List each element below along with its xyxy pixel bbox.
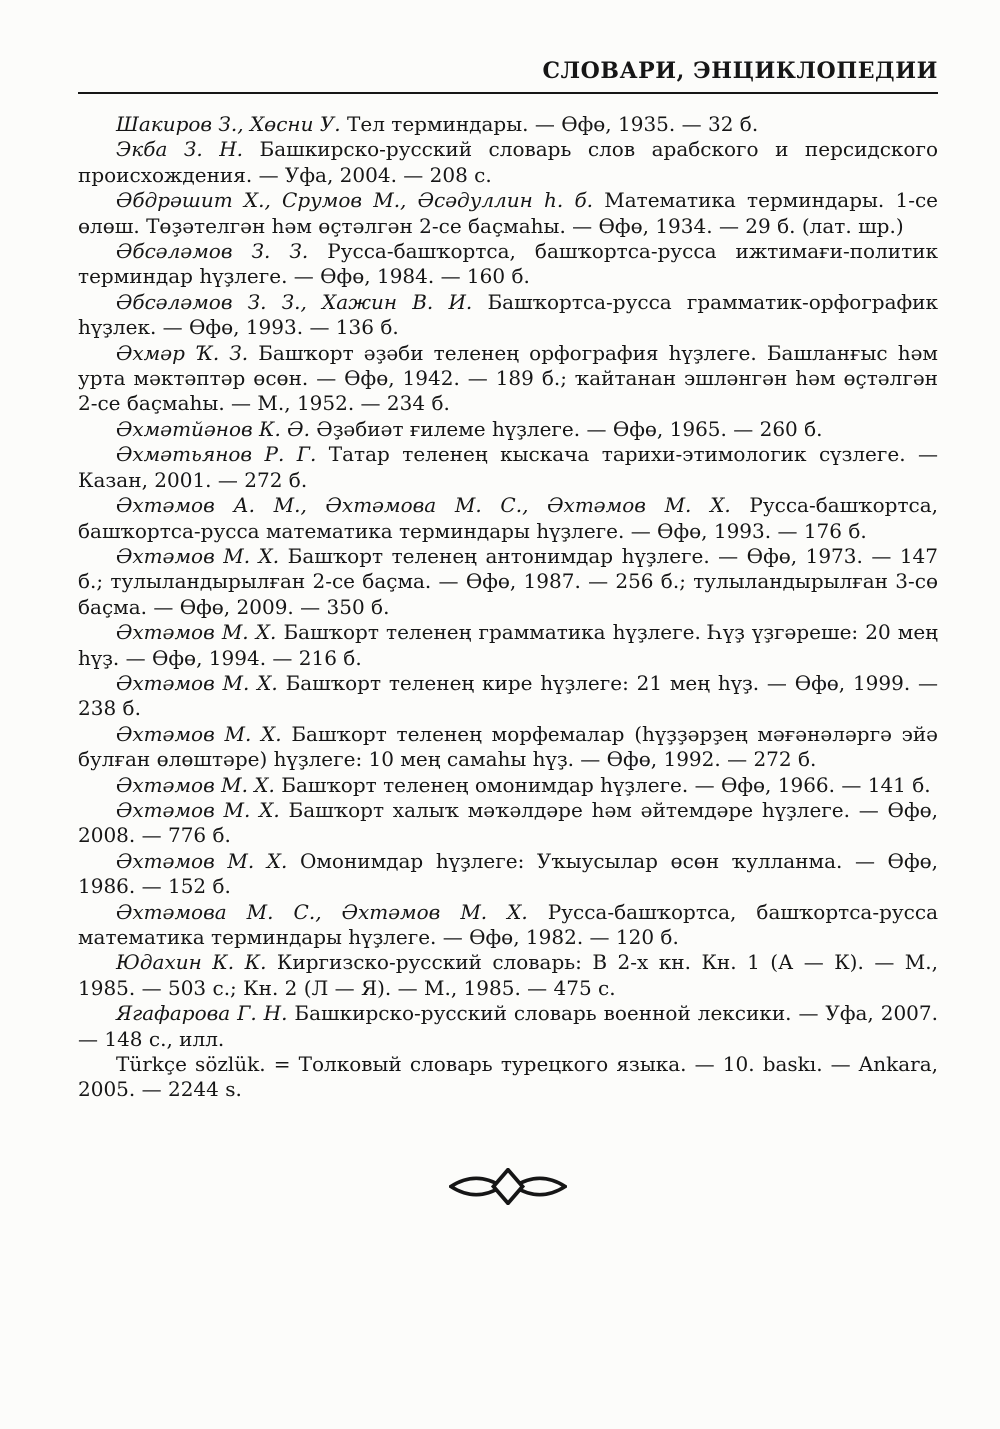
entry-authors: Ягафарова Г. Н. [116,1001,295,1026]
entry-authors: Әхмәр Ҡ. З. [116,340,259,365]
entry-text: Башҡорт халыҡ мәҡәлдәре һәм әйтемдәре һүҙлеге. — Өфө, 2008. — 776 б. [78,797,938,848]
entry-text: Башҡорт теленең морфемалар (һүҙҙәрҙең мәғәнәләргә эйә булған өлөштәре) һүҙлеге: 10 мең самаһы һүҙ. — Өфө, 1992. — 272 б. [78,721,939,772]
entry-text: Башҡорт теленең кире һүҙлеге: 21 мең һүҙ. — Өфө, 1999. — 238 б. [78,670,939,721]
entry-authors: Әбдрәшит Х., Срумов М., Әсәдуллин һ. б. [116,188,605,213]
bibliography-entry [78,417,938,442]
page-header [78,58,938,94]
fleuron-icon [449,1168,567,1205]
bibliography-entry [78,341,938,417]
entry-authors: Әхмәтйәнов К. Ә. [116,416,317,441]
entry-text: Башҡорт теленең омонимдар һүҙлеге. — Өфө, 1966. — 141 б. [281,772,931,797]
entry-text: Башҡортса-русса грамматик-орфографик һүҙлек. — Өфө, 1993. — 136 б. [78,289,939,340]
header-rule [78,92,938,94]
entry-text: Башкирско-русский словарь военной лексики. — Уфа, 2007. — 148 с., илл. [78,1001,938,1051]
entry-text: Омонимдар һүҙлеге: Уҡыусылар өсөн ҡулланма. — Өфө, 1986. — 152 б. [78,848,938,899]
entry-authors: Әхтәмов М. Х. [116,721,292,746]
bibliography-entry [78,112,938,137]
entry-authors: Әхтәмова М. С., Әхтәмов М. Х. [116,899,548,924]
fleuron-divider-ornament [78,1168,938,1205]
page-title: СЛОВАРИ, ЭНЦИКЛОПЕДИИ [542,58,938,84]
bibliography-entry [78,544,938,620]
bibliography-entry [78,900,938,951]
entry-authors: Әбсәләмов З. З. [116,239,328,264]
bibliography-entry [78,773,938,798]
bibliography-entry [78,722,938,773]
entry-authors: Әхтәмов М. Х. [116,848,300,873]
bibliography-entry [78,239,938,290]
bibliography-entry [78,1001,938,1052]
bibliography-entry [78,620,938,671]
entry-authors: Әхтәмов М. Х. [116,797,289,822]
entry-authors: Экба З. Н. [116,137,260,162]
bibliography-list [78,112,938,1103]
entry-authors: Әхтәмов М. Х. [116,543,288,568]
bibliography-entry [78,188,938,239]
entry-text: Башкирско-русский словарь слов арабского и персидского происхождения. — Уфа, 2004. — 208 с. [78,137,938,187]
entry-text: Русса-башҡортса, башҡортса-русса математика терминдары һүҙлеге. — Өфө, 1993. — 176 б. [78,493,938,543]
entry-authors: Юдахин К. К. [116,950,277,975]
entry-authors: Шакиров З., Хөсни У. [116,112,348,136]
entry-text: Татар теленең кыскача тарихи-этимологик сүзлеге. — Казан, 2001. — 272 б. [78,442,938,492]
entry-text: Башҡорт теленең антонимдар һүҙлеге. — Өфө, 1973. — 147 б.; тулыландырылған 2-се баҫма. — Өфө, 1987. — 256 б.; тулыландырылған 3-сө баҫма. — Өфө, 2009. — 350 б. [78,543,938,619]
entry-authors: Әхтәмов М. Х. [116,620,284,645]
bibliography-entry [78,1052,938,1103]
bibliography-entry [78,290,938,341]
entry-text: Башҡорт әҙәби теленең орфография һүҙлеге. Башланғыс һәм урта мәктәптәр өсөн. — Өфө, 1942. — 189 б.; ҡайтанан эшләнгән һәм өҫтәлгән 2-се баҫмаһы. — М., 1952. — 234 б. [78,340,938,416]
bibliography-entry [78,493,938,544]
bibliography-entry [78,798,938,849]
bibliography-entry [78,137,938,188]
entry-text: Әҙәбиәт ғилеме һүҙлеге. — Өфө, 1965. — 260 б. [316,416,823,441]
bibliography-entry [78,671,938,722]
entry-authors: Әбсәләмов З. З., Хажин В. И. [116,289,488,314]
bibliography-entry [78,442,938,493]
entry-text: Русса-башҡортса, башҡортса-русса математика терминдары һүҙлеге. — Өфө, 1982. — 120 б. [78,899,938,949]
entry-authors: Әхтәмов М. Х. [116,670,286,695]
bibliography-entry [78,950,938,1001]
entry-text: Математика терминдары. 1-се өлөш. Төҙәтелгән һәм өҫтәлгән 2-се баҫмаһы. — Өфө, 1934. — 29 б. (лат. шр.) [78,188,938,238]
entry-text: Киргизско-русский словарь: В 2-х кн. Кн. 1 (А — К). — М., 1985. — 503 с.; Кн. 2 (Л — Я). — М., 1985. — 475 с. [78,950,938,1000]
entry-authors: Әхмәтьянов Р. Г. [116,442,329,467]
entry-text: Русса-башҡортса, башҡортса-русса ижтимағи-политик терминдар һүҙлеге. — Өфө, 1984. — 160 б. [78,239,938,289]
entry-authors: Әхтәмов А. М., Әхтәмова М. С., Әхтәмов М. Х. [116,493,750,518]
bibliography-entry [78,849,938,900]
entry-authors: Әхтәмов М. Х. [116,772,282,797]
entry-text: Тел терминдары. — Өфө, 1935. — 32 б. [347,112,759,136]
entry-text: Башҡорт теленең грамматика һүҙлеге. Һүҙ үҙгәреше: 20 мең һүҙ. — Өфө, 1994. — 216 б. [78,620,938,670]
entry-text: Türkçe sözlük. = Толковый словарь турецкого языка. — 10. baskı. — Ankara, 2005. — 2244 s. [78,1052,938,1102]
